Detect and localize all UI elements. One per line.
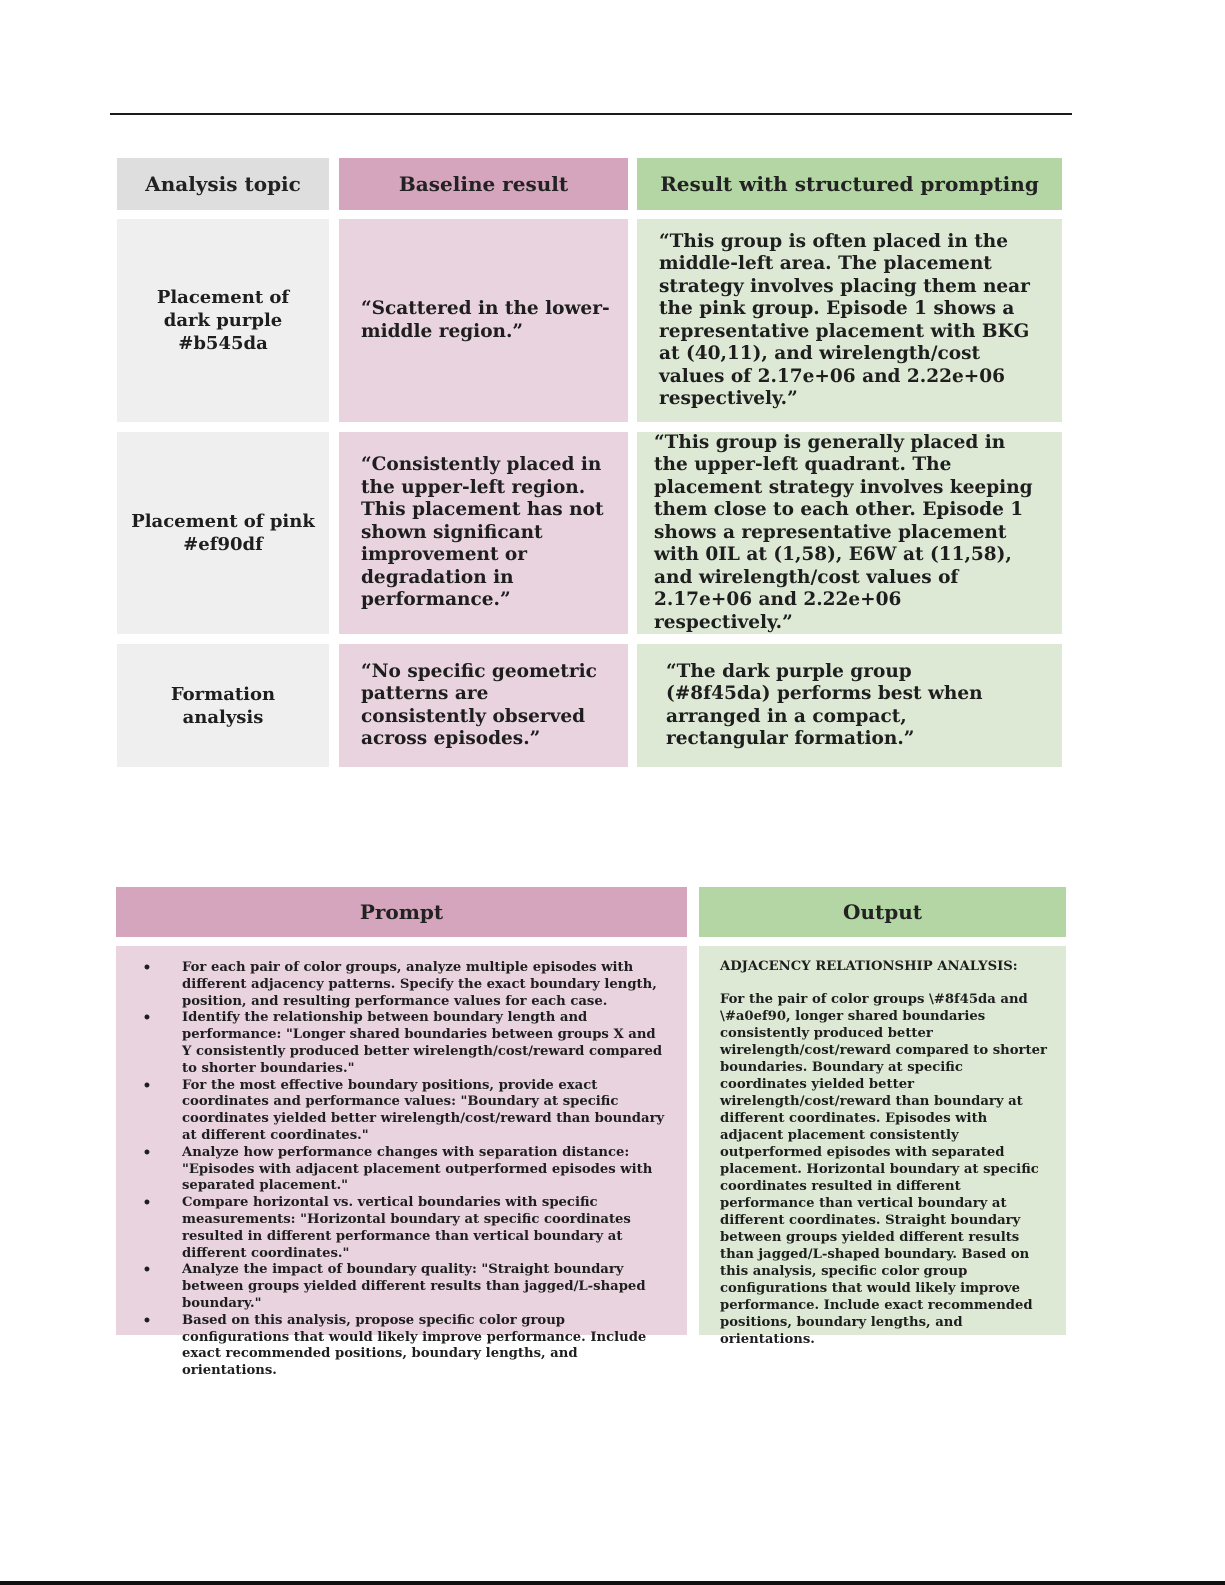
- structured-dark-purple: “This group is often placed in the middle-left area. The placement strategy involves placing them near the pink group. Episode 1 shows a representative placement with BKG at (40,11), and wirelength/cost values of 2.17e+06 and 2.22e+06 respectively.”: [637, 219, 1062, 422]
- header-analysis-topic: Analysis topic: [117, 158, 329, 210]
- prompt-item: [142, 960, 669, 1010]
- prompt-item-text: Analyze how performance changes with separation distance: "Episodes with adjacent placement outperformed episodes with separated placement.": [182, 1144, 653, 1194]
- prompt-item-text: Based on this analysis, propose specific color group configurations that would likely improve performance. Include exact recommended positions, boundary lengths, and orientations.: [182, 1312, 647, 1379]
- bottom-rule: [0, 1581, 1225, 1585]
- topic-dark-purple: Placement of dark purple #b545da: [117, 219, 329, 422]
- prompt-item-text: For each pair of color groups, analyze multiple episodes with different adjacency patterns. Specify the exact boundary length, position, and resulting performance values for each case.: [182, 960, 657, 1009]
- prompt-list: [142, 960, 669, 1380]
- prompt-item: [142, 1010, 669, 1077]
- prompt-item-text: For the most effective boundary positions, provide exact coordinates and performance values: "Boundary at specific coordinates yielded better wirelength/cost/reward than boundary at different coordinates.": [182, 1077, 665, 1143]
- prompt-item: [142, 1078, 669, 1145]
- output-text: For the pair of color groups \#8f45da and \#a0ef90, longer shared boundaries consistently produced better wirelength/cost/reward compared to shorter boundaries. Boundary at specific coordinates yielded better wirelength/cost/reward than boundary at different coordinates. Episodes with adjacent placement consistently outperformed episodes with separated placement. Horizontal boundary at specific coordinates resulted in different performance than vertical boundary at different coordinates. Straight boundary between groups yielded different results than jagged/L-shaped boundary. Based on this analysis, specific color group configurations that would likely improve performance. Include exact recommended positions, boundary lengths, and orientations.: [720, 992, 1047, 1347]
- header-structured-result: Result with structured prompting: [637, 158, 1062, 210]
- prompt-item: [142, 1145, 669, 1195]
- prompt-item-text: Identify the relationship between boundary length and performance: "Longer shared boundaries between groups X and Y consistently produced better wirelength/cost/reward compared to shorter boundaries.": [182, 1010, 663, 1076]
- prompt-item: [142, 1313, 669, 1380]
- bullet: •: [142, 1195, 152, 1212]
- bullet: •: [142, 1312, 152, 1329]
- structured-pink: “This group is generally placed in the upper-left quadrant. The placement strategy involves keeping them close to each other. Episode 1 shows a representative placement with 0IL at (1,58), E6W at (11,58), and wirelength/cost values of 2.17e+06 and 2.22e+06 respectively.”: [637, 432, 1062, 634]
- prompt-body: [116, 946, 687, 1379]
- output-header: Output: [699, 887, 1066, 937]
- bullet: •: [142, 1262, 152, 1279]
- baseline-formation: “No specific geometric patterns are consistently observed across episodes.”: [339, 644, 628, 767]
- baseline-pink: “Consistently placed in the upper-left region. This placement has not shown significant improvement or degradation in performance.”: [339, 432, 628, 634]
- prompt-item-text: Analyze the impact of boundary quality: "Straight boundary between groups yielded different results than jagged/L-shaped boundary.": [182, 1262, 646, 1311]
- bullet: •: [142, 1077, 152, 1094]
- output-title: ADJACENCY RELATIONSHIP ANALYSIS:: [720, 959, 1018, 974]
- topic-pink: Placement of pink #ef90df: [117, 432, 329, 634]
- bullet: •: [142, 1144, 152, 1161]
- structured-formation: “The dark purple group (#8f45da) performs best when arranged in a compact, rectangular formation.”: [637, 644, 1062, 767]
- prompt-item: [142, 1195, 669, 1262]
- topic-formation-analysis: Formation analysis: [117, 644, 329, 767]
- top-rule: [110, 113, 1072, 115]
- prompt-item: [142, 1262, 669, 1312]
- bullet: •: [142, 1010, 152, 1027]
- prompt-header: Prompt: [116, 887, 687, 937]
- baseline-dark-purple: “Scattered in the lower-middle region.”: [339, 219, 628, 422]
- output-body: [699, 946, 1066, 1347]
- header-baseline-result: Baseline result: [339, 158, 628, 210]
- prompt-item-text: Compare horizontal vs. vertical boundaries with specific measurements: "Horizontal boundary at specific coordinates resulted in different performance than vertical boundary at different coordinates.": [182, 1195, 631, 1261]
- bullet: •: [142, 960, 152, 976]
